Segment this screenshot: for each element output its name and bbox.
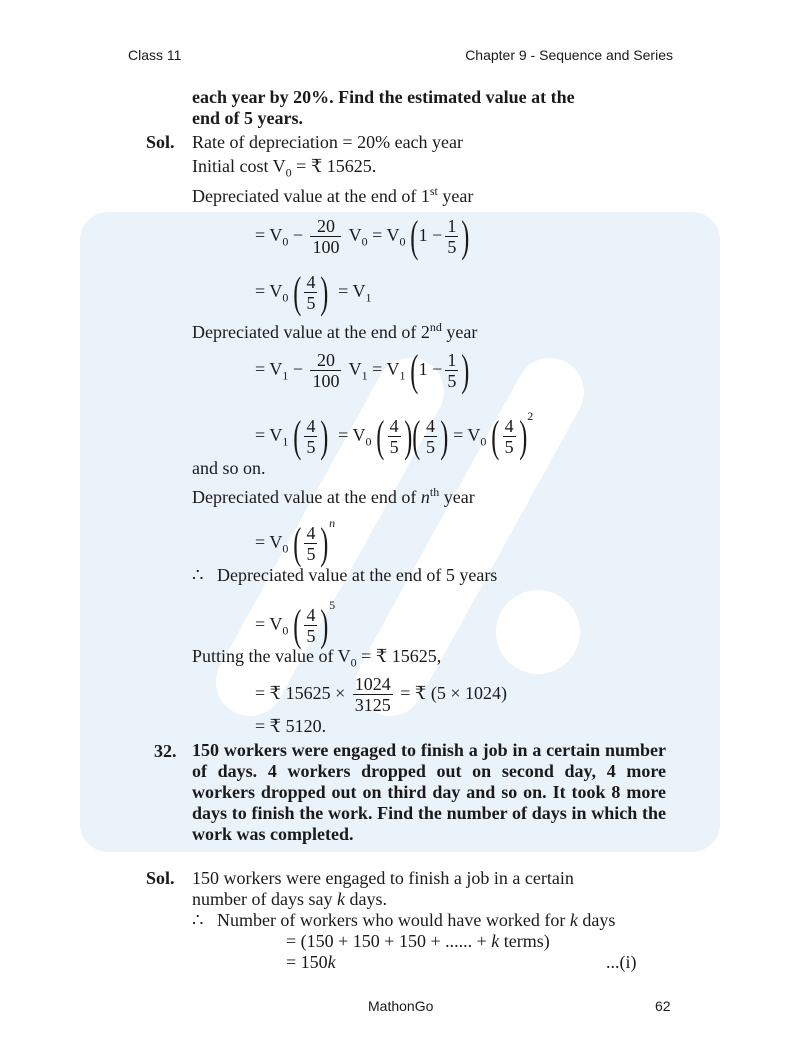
header-class: Class 11 bbox=[128, 47, 182, 63]
calculation-line: = ₹ 15625 × $\frac{1024}{3125}$ = ₹ (5 × 1024) bbox=[255, 674, 508, 716]
s32-line3: ∴ Number of workers who would have worked for k days bbox=[192, 910, 616, 930]
header-chapter: Chapter 9 - Sequence and Series bbox=[465, 47, 673, 63]
result-line: = ₹ 5120. bbox=[255, 716, 327, 736]
putting-line: Putting the value of $V_0$ = ₹ 15625, bbox=[192, 646, 442, 670]
q31-text-line2: end of 5 years. bbox=[192, 108, 303, 128]
s32-line4: = (150 + 150 + 150 + ...... + k terms) bbox=[286, 931, 550, 951]
year5-heading: ∴ Depreciated value at the end of 5 years bbox=[192, 565, 498, 585]
yearn-heading: Depreciated value at the end of $n^{th}$ year bbox=[192, 485, 475, 507]
s32-line1: 150 workers were engaged to finish a job in a certain bbox=[192, 868, 574, 888]
s32-line2: number of days say k days. bbox=[192, 889, 387, 909]
page-number: 62 bbox=[655, 998, 671, 1014]
rate-line: Rate of depreciation = 20% each year bbox=[192, 132, 464, 152]
equation-reference: ...(i) bbox=[606, 952, 637, 972]
equation-year1-b: = $V_0$ ( $\frac{4}{5}$ ) = $V_1$ bbox=[255, 267, 372, 317]
year2-heading: Depreciated value at the end of 2nd year bbox=[192, 320, 478, 342]
q32-text: 150 workers were engaged to finish a job in a certain number of days. 4 workers dropped out on second day, 4 more workers dropped out on third day and so on. It took 8 more days to finish the work. Find the number of days in which the work was completed. bbox=[192, 740, 666, 844]
equation-year1-a: = $V_0$ − $\frac{20}{100}$ $V_0 = V_0$ (1 − $\frac{1}{5}$ ) bbox=[255, 211, 470, 261]
equation-year5: = $V_0$ ( $\frac{4}{5}$ )$^5$ bbox=[255, 598, 336, 650]
equation-year2-a: = $V_1$ − $\frac{20}{100}$ $V_1 = V_1$ (1 − $\frac{1}{5}$ ) bbox=[255, 345, 470, 395]
sol-label: Sol. bbox=[146, 132, 175, 152]
q31-text-line1: each year by 20%. Find the estimated value at the bbox=[192, 87, 575, 107]
equation-yearn: = $V_0$ ( $\frac{4}{5}$ )$^n$ bbox=[255, 516, 336, 568]
initial-cost-line: Initial cost $V_0$ = ₹ 15625. bbox=[192, 156, 377, 180]
s32-line5: = 150k bbox=[286, 952, 336, 972]
sol-label-2: Sol. bbox=[146, 868, 175, 888]
and-so-on: and so on. bbox=[192, 458, 266, 478]
year1-heading: Depreciated value at the end of 1st year bbox=[192, 184, 474, 206]
q32-number: 32. bbox=[154, 741, 177, 761]
equation-year2-b: = $V_1$ ( $\frac{4}{5}$ ) = $V_0$ ( $\frac{4}{5}$ )( $\frac{4}{5}$ ) = $V_0$ ( $\frac{4}{5}$ )$^2$ bbox=[255, 409, 534, 461]
footer-brand: MathonGo bbox=[368, 998, 434, 1014]
